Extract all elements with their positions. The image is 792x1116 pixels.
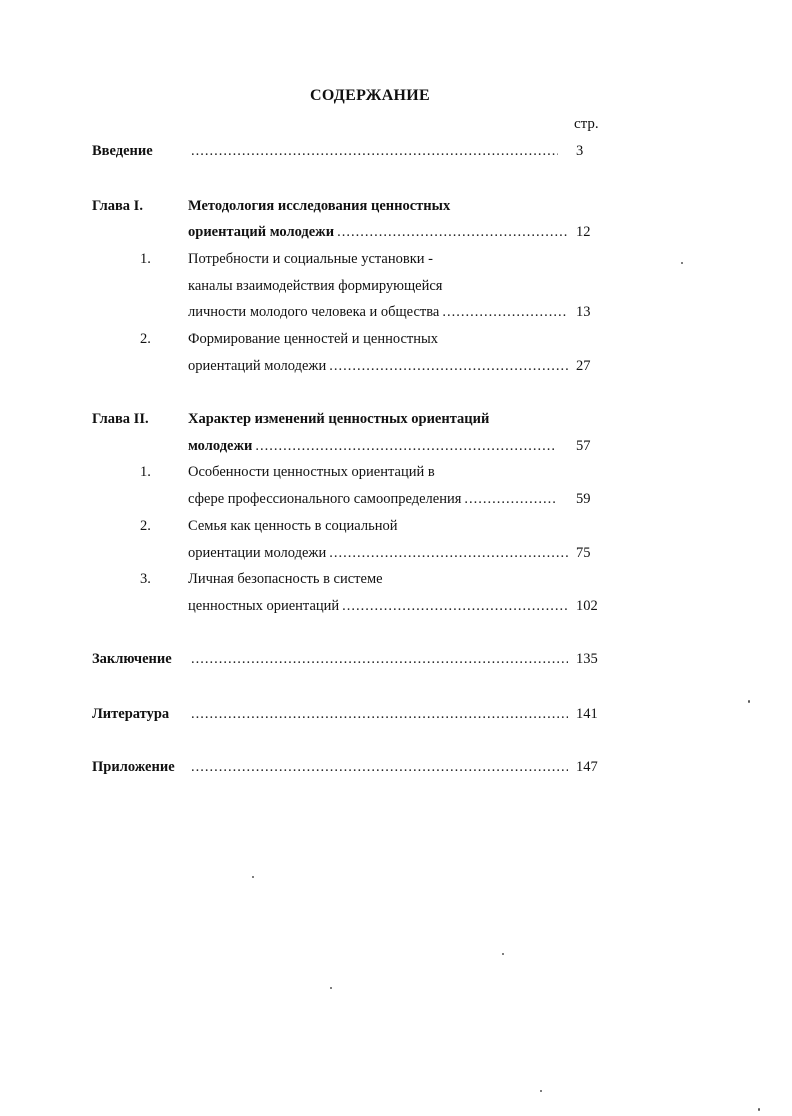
chapter1-item1-line2: каналы взаимодействия формирующейся [188,278,443,294]
page-column-label: стр. [574,116,599,132]
chapter1-title-line2: ориентаций молодежи [188,224,335,240]
conclusion-label: Заключение [92,651,172,667]
chapter2-item3-line2-row [188,596,574,616]
appendix-page: 147 [576,759,598,775]
chapter2-title-line2-row [188,436,562,456]
chapter1-item2-line2-row [188,356,574,376]
chapter2-item2-line2: ориентации молодежи [188,545,327,561]
chapter2-item1-line1: Особенности ценностных ориентаций в [188,464,435,480]
intro-leader [188,141,564,161]
appendix-leader [188,757,574,777]
chapter2-label: Глава II. [92,411,149,427]
chapter1-item2-line2: ориентаций молодежи [188,358,327,374]
chapter1-page: 12 [576,224,591,240]
literature-leader [188,704,574,724]
literature-page: 141 [576,706,598,722]
chapter1-item2-line1: Формирование ценностей и ценностных [188,331,438,347]
chapter2-item2-line1: Семья как ценность в социальной [188,518,398,534]
chapter1-item1-line1: Потребности и социальные установки - [188,251,433,267]
chapter2-title-line2: молодежи [188,438,253,454]
chapter1-item2-page: 27 [576,358,591,374]
conclusion-leader [188,649,574,669]
chapter1-label: Глава I. [92,198,143,214]
scan-speck [502,953,504,955]
chapter2-item3-line1: Личная безопасность в системе [188,571,383,587]
chapter1-item1-line3-row [188,302,574,322]
chapter2-page: 57 [576,438,591,454]
appendix-label: Приложение [92,759,175,775]
chapter2-item2-line2-row [188,543,574,563]
chapter2-item3-page: 102 [576,598,598,614]
scan-speck [330,987,332,989]
intro-page: 3 [576,143,584,159]
chapter1-item1-num: 1. [140,251,151,267]
scan-speck [681,262,683,264]
page-title: СОДЕРЖАНИЕ [309,87,431,104]
chapter2-item3-num: 3. [140,571,151,587]
chapter2-item1-num: 1. [140,464,151,480]
chapter2-item1-line2-row [188,489,562,509]
chapter2-item2-num: 2. [140,518,151,534]
chapter2-title-line1: Характер изменений ценностных ориентаций [188,411,490,427]
scan-speck [758,1108,760,1111]
chapter1-title-line1: Методология исследования ценностных [188,198,451,214]
conclusion-page: 135 [576,651,598,667]
chapter2-item1-line2: сфере профессионального самоопределения [188,491,462,507]
scan-speck [540,1090,542,1092]
chapter1-item2-num: 2. [140,331,151,347]
chapter2-item3-line2: ценностных ориентаций [188,598,340,614]
chapter2-item1-page: 59 [576,491,591,507]
chapter1-item1-page: 13 [576,304,591,320]
chapter1-item1-line3: личности молодого человека и общества [188,304,440,320]
chapter1-title-line2-row [188,222,574,242]
literature-label: Литература [92,706,170,722]
scan-speck [252,876,254,878]
intro-label: Введение [92,143,153,159]
scan-speck [748,700,750,703]
chapter2-item2-page: 75 [576,545,591,561]
